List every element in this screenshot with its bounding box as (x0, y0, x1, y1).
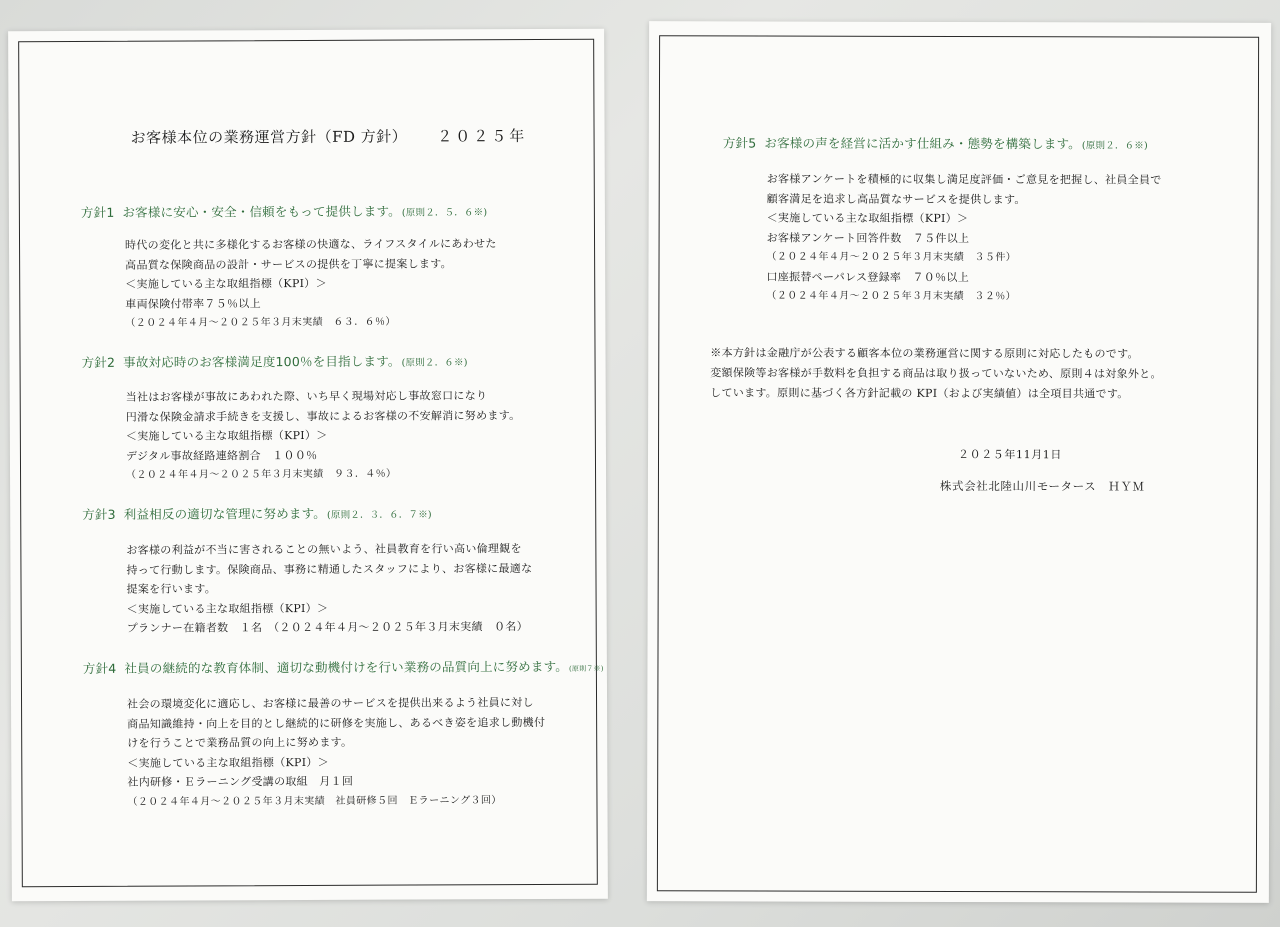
body-line: けを行うことで業務品質の向上に努めます。 (127, 735, 353, 750)
policy-2-body (126, 386, 521, 485)
policy-3-heading (82, 503, 432, 523)
kpi-item: プランナー在籍者数 １名 （２０２４年４月～２０２５年３月末実績 ０名） (126, 620, 529, 635)
footnote-line: しています。原則に基づく各方針記載の KPI（および実績値）は全項目共通です。 (710, 386, 1129, 401)
policy-number: 方針5 (722, 135, 757, 151)
policy-5-body (766, 169, 1161, 307)
kpi-item: 社内研修・Ｅラーニング受講の取組 月１回 (127, 774, 354, 789)
kpi-result: （２０２４年４月～２０２５年３月末実績 ９３．４％） (126, 468, 397, 481)
body-line: お客様の利益が不当に害されることの無いよう、社員教育を行い高い倫理観を (126, 542, 522, 557)
policy-number: 方針2 (81, 354, 116, 370)
body-line: 提案を行います。 (126, 582, 217, 596)
policy-heading-text: お客様に安心・安全・信頼をもって提供します。 (122, 203, 401, 220)
footnote-line: 変額保険等お客様が手数料を負担する商品は取り扱っていないため、原則４は対象外と。 (710, 366, 1162, 381)
document-title (131, 125, 528, 148)
policy-5-heading (723, 133, 1148, 152)
policy-number: 方針3 (82, 506, 116, 522)
body-line: 円滑な保険金請求手続きを支援し、事故によるお客様の不安解消に努めます。 (125, 408, 521, 424)
body-line: 時代の変化と共に多様化するお客様の快適な、ライフスタイルにあわせた (125, 237, 497, 252)
policy-3-body (126, 539, 532, 638)
policy-heading-text: 社員の継続的な教育体制、適切な動機付けを行い業務の品質向上に努めます。 (124, 658, 568, 676)
kpi-item: お客様アンケート回答件数 ７５件以上 (766, 230, 970, 245)
kpi-result: （２０２４年４月～２０２５年３月末実績 ６３．６％） (125, 316, 396, 329)
kpi-result: （２０２４年４月～２０２５年３月末実績 ３２％） (766, 290, 1017, 303)
title-year: ２０２５年 (437, 127, 528, 146)
body-line: 社会の環境変化に適応し、お客様に最善のサービスを提供出来るよう社員に対し (127, 696, 534, 711)
kpi-header: ＜実施している主な取組指標（KPI）＞ (125, 276, 327, 291)
policy-heading-text: 利益相反の適切な管理に努めます。 (123, 505, 327, 522)
kpi-header: ＜実施している主な取組指標（KPI）＞ (125, 428, 328, 443)
principle-reference: (原則２．５．６※) (401, 207, 488, 219)
body-line: お客様アンケートを積極的に収集し満足度評価・ご意見を把握し、社員全員で (766, 172, 1162, 187)
page-border (657, 35, 1259, 893)
kpi-item: 車両保険付帯率７５％以上 (125, 296, 261, 311)
kpi-item: 口座振替ペーパレス登録率 ７０％以上 (766, 269, 970, 284)
body-line: 顧客満足を追求し高品質なサービスを提供します。 (766, 191, 1026, 206)
policy-1-heading (81, 201, 487, 221)
issue-date: ２０２５年11月1日 (958, 447, 1063, 462)
body-line: 持って行動します。保険商品、事務に精通したスタッフにより、お客様に最適な (126, 561, 533, 577)
footnote-line: ※本方針は金融庁が公表する顧客本位の業務運営に関する原則に対応したものです。 (710, 346, 1139, 361)
company-name: 株式会社北陸山川モータース ＨＹＭ (939, 478, 1145, 494)
principle-reference: (原則７※) (568, 664, 604, 673)
footnote (710, 343, 1162, 404)
kpi-result: （２０２４年４月～２０２５年３月末実績 ３５件） (766, 251, 1017, 264)
body-line: 商品知識維持・向上を目的とし継続的に研修を実施し、あるべき姿を追求し動機付 (127, 715, 546, 731)
kpi-header: ＜実施している主な取組指標（KPI）＞ (126, 601, 329, 616)
title-text: お客様本位の業務運営方針（FD 方針） (130, 127, 408, 147)
principle-reference: (原則２．６※) (1081, 140, 1148, 152)
policy-number: 方針4 (82, 660, 117, 676)
policy-number: 方針1 (80, 204, 115, 220)
policy-2-heading (82, 351, 468, 371)
body-line: 当社はお客様が事故にあわれた際、いち早く現場対応し事故窓口になり (125, 389, 488, 404)
principle-reference: (原則２．３．６．７※) (326, 509, 432, 521)
body-line: 高品質な保険商品の設計・サービスの提供を丁寧に提案します。 (125, 256, 452, 272)
policy-1-body (125, 234, 497, 333)
principle-reference: (原則２．６※) (401, 357, 468, 369)
document-page-right (647, 21, 1271, 903)
document-page-left (8, 29, 608, 902)
policy-heading-text: 事故対応時のお客様満足度100％を目指します。 (123, 353, 401, 370)
kpi-result: （２０２４年４月～２０２５年３月末実績 社員研修５回 Ｅラーニング３回） (127, 794, 502, 808)
kpi-header: ＜実施している主な取組指標（KPI）＞ (766, 211, 969, 226)
policy-4-body (127, 693, 546, 812)
kpi-item: デジタル事故経路連絡割合 １００％ (125, 448, 318, 463)
policy-4-heading (83, 657, 604, 677)
kpi-header: ＜実施している主な取組指標（KPI）＞ (127, 755, 329, 770)
policy-heading-text: お客様の声を経営に活かす仕組み・態勢を構築します。 (764, 135, 1081, 152)
